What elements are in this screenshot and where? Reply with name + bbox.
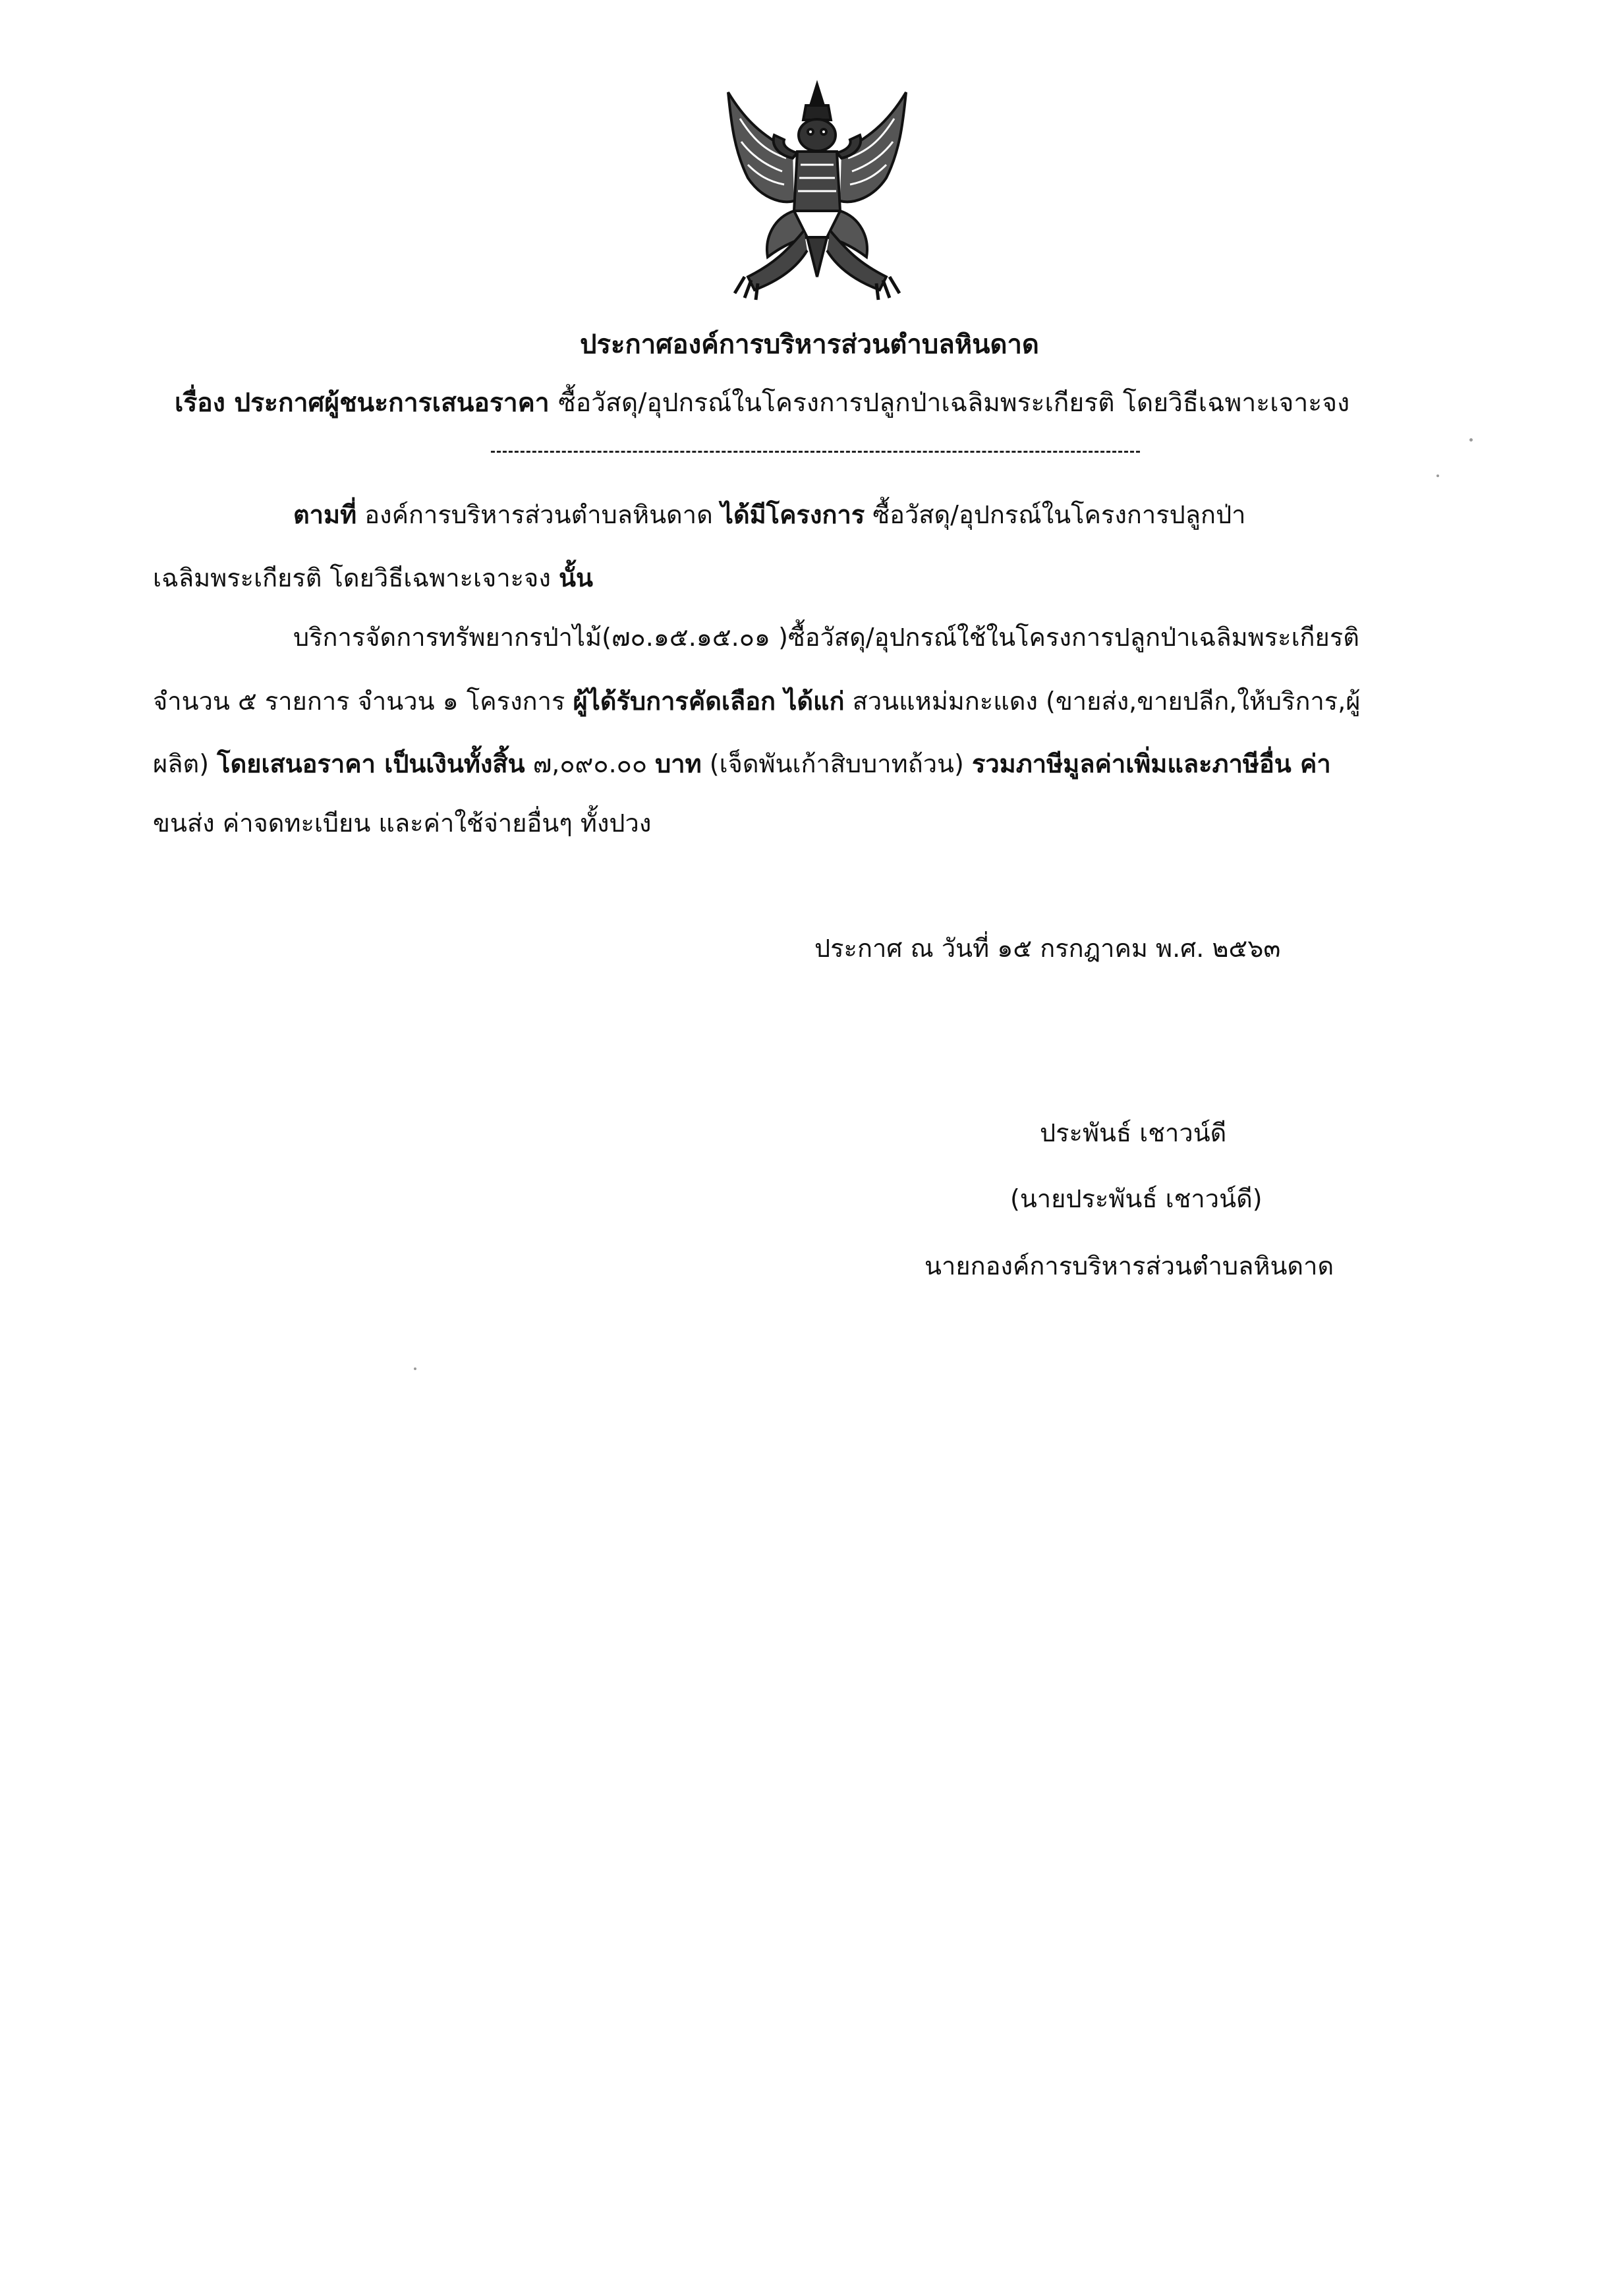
announcement-date: ประกาศ ณ วันที่ ๑๕ กรกฎาคม พ.ศ. ๒๕๖๓: [814, 934, 1281, 963]
winner-name: สวนแหม่มกะแดง (ขายส่ง,ขายปลีก,ให้บริการ,ผู้: [852, 687, 1361, 716]
lead-word: ตามที่: [293, 500, 357, 529]
scan-speck: [1469, 438, 1473, 442]
has-project-text: ได้มีโครงการ: [720, 500, 865, 529]
signer-full-name: (นายประพันธ์ เชาวน์ดี): [1010, 1184, 1263, 1213]
project-name-part-2: เฉลิมพระเกียรติ โดยวิธีเฉพาะเจาะจง: [153, 563, 551, 592]
project-name-part-1: ซื้อวัสดุ/อุปกรณ์ในโครงการปลูกป่า: [872, 500, 1246, 529]
paragraph-2-line-3: [153, 751, 1331, 776]
paragraph-1-line-1: [293, 502, 1246, 527]
signer-name: ประพันธ์ เชาวน์ดี: [1040, 1118, 1227, 1147]
currency-label: บาท: [655, 749, 702, 778]
organization-name: องค์การบริหารส่วนตำบลหินดาด: [364, 500, 713, 529]
paragraph-1-line-2: [153, 565, 593, 590]
winner-name-end: ผลิต): [153, 749, 210, 778]
scan-speck: [1436, 474, 1439, 477]
announcement-title: ประกาศองค์การบริหารส่วนตำบลหินดาด: [580, 330, 1039, 360]
tax-included-label: รวมภาษีมูลค่าเพิ่มและภาษีอื่น ค่า: [971, 749, 1331, 778]
paragraph-2-line-1: บริการจัดการทรัพยากรป่าไม้(๗๐.๑๕.๑๕.๐๑ )ซื้อวัสดุ/อุปกรณ์ใช้ในโครงการปลูกป่าเฉลิมพระเกียรติ: [293, 623, 1359, 652]
ending-word: นั้น: [558, 563, 593, 592]
item-count: จำนวน ๕ รายการ จำนวน ๑ โครงการ: [153, 687, 565, 716]
selected-label: ผู้ได้รับการคัดเลือก ได้แก่: [573, 687, 845, 716]
price-in-words: (เจ็ดพันเก้าสิบบาทถ้วน): [709, 749, 964, 778]
paragraph-2-line-2: [153, 689, 1361, 714]
scan-speck: [414, 1367, 416, 1370]
separator-line: [491, 451, 1140, 453]
garuda-emblem: [708, 79, 926, 306]
subject-label: เรื่อง ประกาศผู้ชนะการเสนอราคา: [175, 388, 550, 418]
subject-text: ซื้อวัสดุ/อุปกรณ์ในโครงการปลูกป่าเฉลิมพระเกียรติ โดยวิธีเฉพาะเจาะจง: [558, 388, 1350, 418]
price-amount: ๗,๐๙๐.๐๐: [532, 749, 648, 778]
paragraph-2-line-4: ขนส่ง ค่าจดทะเบียน และค่าใช้จ่ายอื่นๆ ทั้งปวง: [153, 809, 652, 838]
price-label: โดยเสนอราคา เป็นเงินทั้งสิ้น: [217, 749, 525, 778]
announcement-subject: [175, 382, 1349, 423]
signer-position: นายกองค์การบริหารส่วนตำบลหินดาด: [924, 1251, 1334, 1280]
